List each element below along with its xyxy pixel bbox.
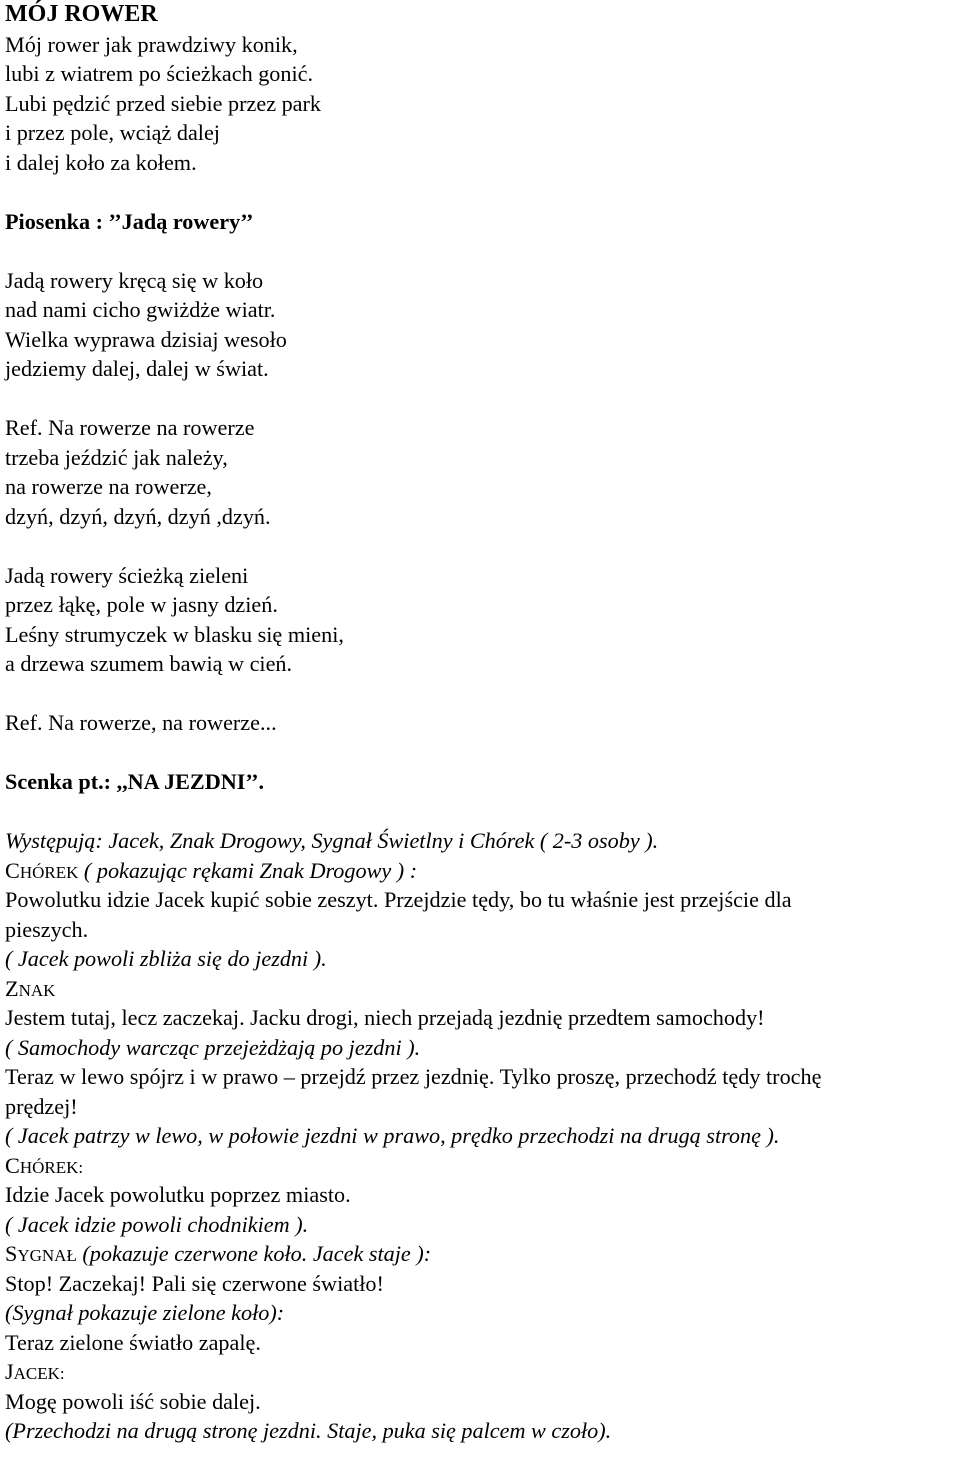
speaker-choir — [5, 1151, 957, 1181]
dialogue-line: Idzie Jacek powolutku poprzez miasto. — [5, 1182, 351, 1207]
speaker-znak — [5, 974, 957, 1004]
verse-line: Wielka wyprawa dzisiaj wesoło — [5, 326, 287, 352]
dialogue-line: pieszych. — [5, 916, 89, 942]
poem-line: Lubi pędzić przed siebie przez park — [5, 90, 322, 116]
refrain-line: dzyń, dzyń, dzyń, dzyń ,dzyń. — [5, 503, 271, 529]
stage-direction: ( pokazując rękami Znak Drogowy ) : — [78, 857, 418, 883]
dialogue-line: Powolutku idzie Jacek kupić sobie zeszyt. Przejdzie tędy, bo tu właśnie jest przejście dla — [5, 887, 792, 912]
spacer — [5, 531, 957, 561]
speaker-initial: S — [5, 1241, 18, 1266]
refrain-line: na rowerze na rowerze, — [5, 474, 212, 499]
poem-line: i dalej koło za kołem. — [5, 149, 197, 175]
verse-line: Leśny strumyczek w blasku się mieni, — [5, 621, 344, 647]
dialogue-line: Teraz zielone światło zapalę. — [5, 1329, 261, 1355]
spacer — [5, 679, 957, 709]
speaker-rest: HÓREK: — [19, 1157, 84, 1177]
stage-direction: (Przechodzi na drugą stronę jezdni. Staje, puka się palcem w czoło). — [5, 1418, 612, 1443]
stage-direction: ( Jacek powoli zbliża się do jezdni ). — [5, 946, 327, 971]
verse-line: przez łąkę, pole w jasny dzień. — [5, 592, 278, 617]
verse-line: Jadą rowery ścieżką zieleni — [5, 562, 249, 588]
spacer — [5, 177, 957, 207]
stage-direction: (pokazuje czerwone koło. Jacek staje ): — [76, 1241, 432, 1266]
speaker-initial: C — [5, 1152, 20, 1178]
dialogue-line: Mogę powoli iść sobie dalej. — [5, 1388, 261, 1414]
scene-heading: Scenka pt.: ,,NA JEZDNI’’. — [5, 769, 265, 794]
speaker-jacek — [5, 1357, 957, 1387]
song-heading: Piosenka : ’’Jadą rowery’’ — [5, 208, 254, 234]
spacer — [5, 797, 957, 827]
verse-line: jedziemy dalej, dalej w świat. — [5, 356, 269, 381]
speaker-rest: HÓREK — [19, 862, 79, 882]
dialogue-line: Stop! Zaczekaj! Pali się czerwone światło! — [5, 1270, 384, 1296]
poem-title: MÓJ ROWER — [5, 1, 158, 27]
poem-line: i przez pole, wciąż dalej — [5, 120, 220, 145]
verse-line: Jadą rowery kręcą się w koło — [5, 267, 264, 293]
document-page — [5, 0, 957, 1446]
refrain-short: Ref. Na rowerze, na rowerze... — [5, 710, 277, 735]
refrain-line: Ref. Na rowerze na rowerze — [5, 415, 255, 440]
speaker-initial: C — [5, 857, 20, 883]
speaker-rest: ACEK: — [13, 1364, 65, 1383]
stage-direction: ( Samochody warcząc przejeżdżają po jezdni ). — [5, 1034, 421, 1060]
dialogue-line: Teraz w lewo spójrz i w prawo – przejdź przez jezdnię. Tylko proszę, przechodź tędy trochę — [5, 1064, 822, 1089]
speaker-rest: NAK — [18, 980, 56, 1000]
speaker-initial: J — [5, 1359, 14, 1384]
scene-cast: Występują: Jacek, Znak Drogowy, Sygnał Świetlny i Chórek ( 2-3 osoby ). — [5, 828, 659, 853]
dialogue-line: prędzej! — [5, 1093, 78, 1119]
speaker-choir — [5, 856, 957, 886]
refrain-line: trzeba jeździć jak należy, — [5, 444, 228, 470]
stage-direction: (Sygnał pokazuje zielone koło): — [5, 1300, 285, 1325]
spacer — [5, 384, 957, 414]
poem-line: lubi z wiatrem po ścieżkach gonić. — [5, 61, 314, 86]
spacer — [5, 236, 957, 266]
poem-line: Mój rower jak prawdziwy konik, — [5, 31, 298, 57]
stage-direction: ( Jacek patrzy w lewo, w połowie jezdni w prawo, prędko przechodzi na drugą stronę ). — [5, 1123, 780, 1148]
dialogue-line: Jestem tutaj, lecz zaczekaj. Jacku drogi, niech przejadą jezdnię przedtem samochody! — [5, 1005, 765, 1030]
verse-line: a drzewa szumem bawią w cień. — [5, 651, 293, 676]
verse-line: nad nami cicho gwiżdże wiatr. — [5, 297, 276, 322]
stage-direction: ( Jacek idzie powoli chodnikiem ). — [5, 1211, 309, 1237]
speaker-signal — [5, 1239, 957, 1269]
speaker-rest: YGNAŁ — [17, 1246, 77, 1265]
spacer — [5, 738, 957, 768]
speaker-initial: Z — [5, 975, 19, 1001]
